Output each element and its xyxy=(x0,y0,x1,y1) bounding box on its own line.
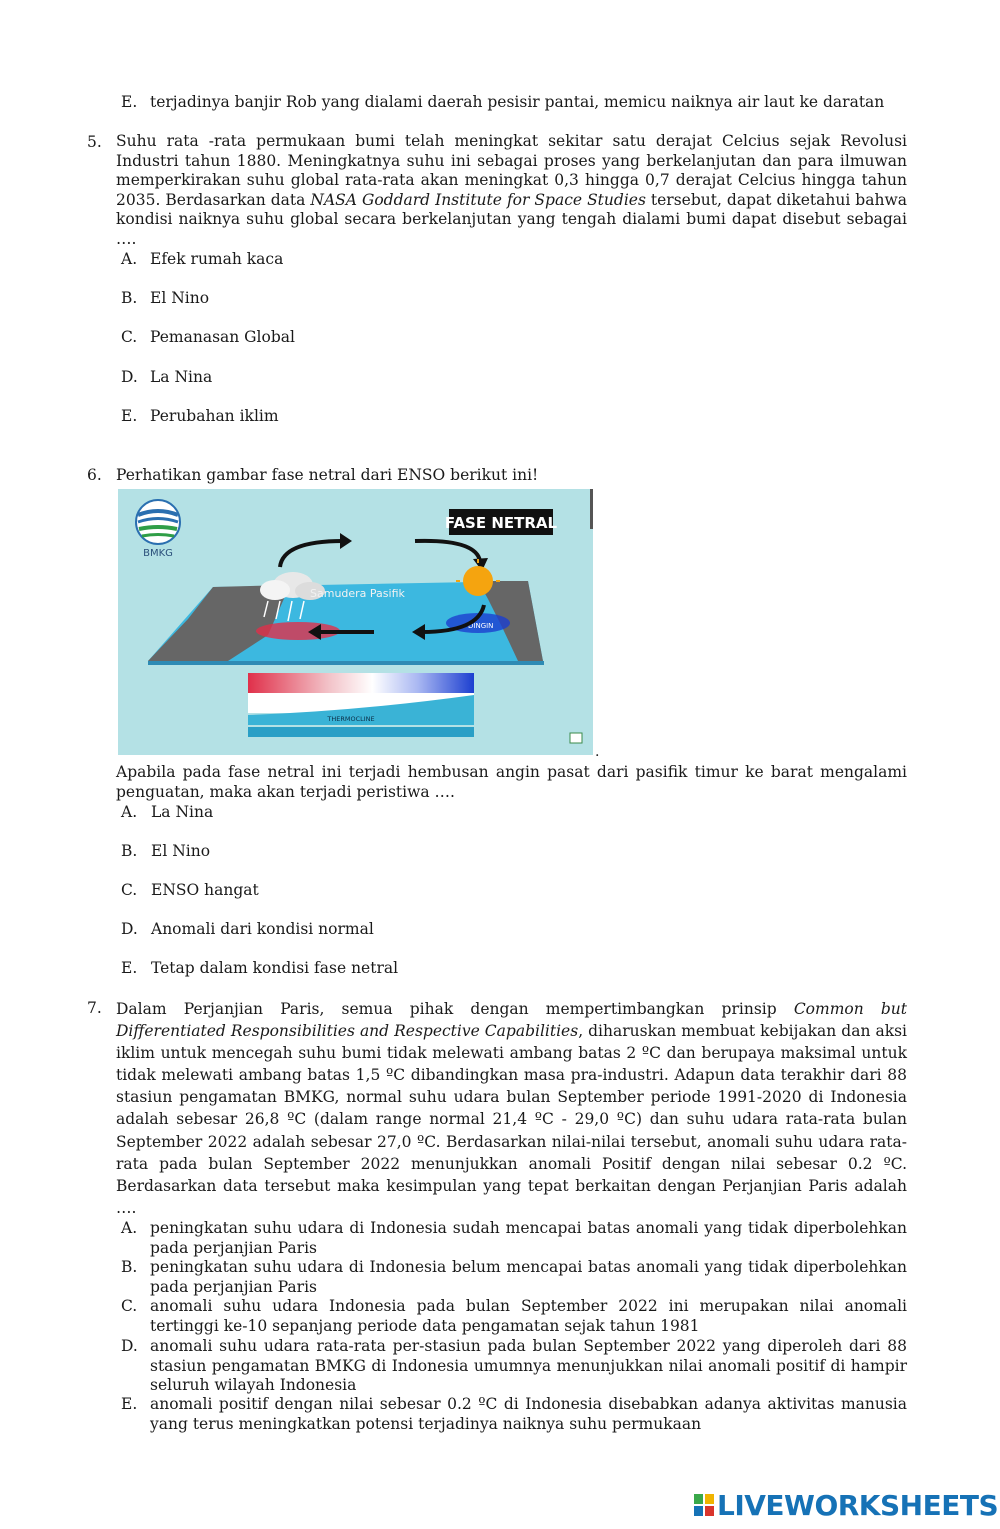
q6-option-e-text[interactable]: Tetap dalam kondisi fase netral xyxy=(151,959,399,977)
q6-option-d-text[interactable]: Anomali dari kondisi normal xyxy=(151,920,374,938)
q5-option-b-text[interactable]: El Nino xyxy=(150,289,210,307)
q6-stem: Apabila pada fase netral ini terjadi hembusan angin pasat dari pasifik timur ke barat mengalami penguatan, maka akan terjadi peristiwa …. xyxy=(116,763,907,801)
q4-option-e-letter: E. xyxy=(121,93,138,111)
q6-option-b-letter[interactable]: B. xyxy=(121,842,138,860)
q6-option-c-letter[interactable]: C. xyxy=(121,881,138,899)
enso-neutral-phase-figure xyxy=(118,489,593,755)
q6-option-b-text[interactable]: El Nino xyxy=(151,842,211,860)
q5-option-a-text[interactable]: Efek rumah kaca xyxy=(150,250,284,268)
q6-option-d-letter[interactable]: D. xyxy=(121,920,138,938)
q7-option-d-letter[interactable]: D. xyxy=(121,1337,138,1355)
dingin-label: DINGIN xyxy=(468,622,494,630)
q6-option-a-letter[interactable]: A. xyxy=(121,803,138,821)
liveworksheets-wordmark: LIVEWORKSHEETS xyxy=(717,1488,999,1522)
q6-option-c-text[interactable]: ENSO hangat xyxy=(151,881,259,899)
bmkg-label: BMKG xyxy=(143,548,173,559)
q5-option-c-text[interactable]: Pemanasan Global xyxy=(150,328,295,346)
q5-stem-text-1: Suhu rata -rata permukaan bumi telah meningkat sekitar satu derajat Celcius sejak Revolusi Industri tahun 1880. Meningkatnya suhu ini sebagai proses yang berkelanjutan dan para ilmuwan memperkirakan suhu global rata-rata akan meningkat 0,3 hingga 0,7 derajat Celcius hingga tahun 2035. Berdasarkan data xyxy=(116,132,907,209)
figure-trailing-dot: . xyxy=(595,744,600,760)
q5-option-e-text[interactable]: Perubahan iklim xyxy=(150,407,279,425)
q7-option-c-letter[interactable]: C. xyxy=(121,1297,138,1315)
fase-netral-banner: FASE NETRAL xyxy=(444,514,558,532)
q7-option-e-letter[interactable]: E. xyxy=(121,1395,138,1413)
q5-stem-text-2: tersebut, dapat diketahui bahwa kondisi naiknya suhu global secara berkelanjutan yang tengah dialami bumi dapat disebut sebagai …. xyxy=(116,190,907,248)
q7-option-b-letter[interactable]: B. xyxy=(121,1258,138,1276)
q7-stem-text-2: , diharuskan membuat kebijakan dan aksi iklim untuk mencegah suhu bumi tidak melewati ambang batas 2 ºC dan berupaya maksimal untuk tidak melewati ambang batas 1,5 ºC dibandingkan masa pra-industri. Adapun data terakhir dari 88 stasiun pengamatan BMKG, normal suhu udara bulan September periode 1991-2020 di Indonesia adalah sebesar 26,8 ºC (dalam range normal 21,4 ºC - 29,0 ºC) dan suhu udara rata-rata bulan September 2022 adalah sebesar 27,0 ºC. Berdasarkan nilai-nilai tersebut, anomali suhu udara rata-rata pada bulan September 2022 menunjukkan anomali Positif dengan nilai sebesar 0.2 ºC. Berdasarkan data tersebut maka kesimpulan yang tepat berkaitan dengan Perjanjian Paris adalah …. xyxy=(116,1022,907,1217)
q7-option-e-text[interactable]: anomali positif dengan nilai sebesar 0.2 ºC di Indonesia disebabkan adanya aktivitas manusia yang terus meningkatkan potensi terjadinya naiknya suhu permukaan xyxy=(150,1395,907,1433)
q7-option-c-text[interactable]: anomali suhu udara Indonesia pada bulan September 2022 ini merupakan nilai anomali tertinggi ke-10 sepanjang periode data pengamatan sejak tahun 1981 xyxy=(150,1297,907,1335)
q7-stem xyxy=(116,998,907,1219)
liveworksheets-logo[interactable] xyxy=(693,1488,998,1522)
q6-intro: Perhatikan gambar fase netral dari ENSO berikut ini! xyxy=(116,466,539,484)
q5-option-b-letter[interactable]: B. xyxy=(121,289,138,307)
q7-number: 7. xyxy=(87,999,102,1017)
q4-option-e-text: terjadinya banjir Rob yang dialami daerah pesisir pantai, memicu naiknya air laut ke daratan xyxy=(150,93,885,111)
thermocline-label: THERMOCLINE xyxy=(327,715,375,723)
q5-option-c-letter[interactable]: C. xyxy=(121,328,138,346)
q7-option-a-text[interactable]: peningkatan suhu udara di Indonesia sudah mencapai batas anomali yang tidak diperbolehkan pada perjanjian Paris xyxy=(150,1219,907,1257)
q7-stem-italic: Common but Differentiated Responsibilities and Respective Capabilities xyxy=(116,1000,907,1041)
q7-stem-text-1: Dalam Perjanjian Paris, semua pihak dengan mempertimbangkan prinsip xyxy=(116,1000,794,1018)
q5-stem xyxy=(116,132,907,250)
q7-option-a-letter[interactable]: A. xyxy=(121,1219,138,1237)
liveworksheets-mark-icon xyxy=(693,1492,715,1518)
q5-option-a-letter[interactable]: A. xyxy=(121,250,138,268)
q5-number: 5. xyxy=(87,133,102,151)
q6-option-a-text[interactable]: La Nina xyxy=(151,803,214,821)
q6-number: 6. xyxy=(87,466,102,484)
q6-option-e-letter[interactable]: E. xyxy=(121,959,138,977)
q5-option-d-letter[interactable]: D. xyxy=(121,368,138,386)
bmkg-logo-icon xyxy=(136,500,180,544)
q7-option-d-text[interactable]: anomali suhu udara rata-rata per-stasiun pada bulan September 2022 yang diperoleh dari 88 stasiun pengamatan BMKG di Indonesia umumnya menunjukkan nilai anomali positif di hampir seluruh wilayah Indonesia xyxy=(150,1337,907,1395)
q5-option-d-text[interactable]: La Nina xyxy=(150,368,213,386)
q7-option-b-text[interactable]: peningkatan suhu udara di Indonesia belum mencapai batas anomali yang tidak diperbolehkan pada perjanjian Paris xyxy=(150,1258,907,1296)
samudera-pasifik-label: Samudera Pasifik xyxy=(310,587,405,600)
q5-stem-italic: NASA Goddard Institute for Space Studies xyxy=(310,190,646,209)
q5-option-e-letter[interactable]: E. xyxy=(121,407,138,425)
